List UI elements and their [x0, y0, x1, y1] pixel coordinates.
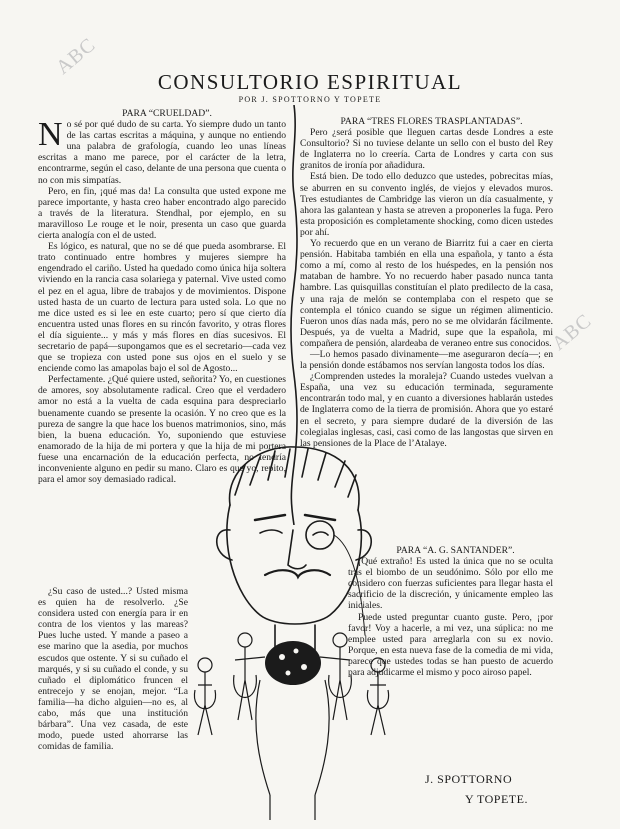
section-heading: PARA “TRES FLORES TRASPLANTADAS”. [340, 116, 523, 127]
paragraph: Es lógico, es natural, que no se dé que pueda asombrarse. El trato continuado entre hombres y mujeres siempre ha engendrado el cariño. Usted ha quedado como única hija soltera viviendo en la rancia casa solariega y paternal. Vive usted como el pez en el agua, libre de trabajos y de movimientos. Dispone usted hasta de un cuarto de lectura para usted sola. Lo que no me dice usted es si lee en este cuarto; pero sí que cierto día encuentra usted unas flores en su rincón favorito, y otras flores el día siguiente... y más y más flores en días sucesivos. El secretario de papá—supongamos que es el secretario—cada vez que se tropieza con usted pone sus ojos en el suelo y se enciende como las amapolas bajo el sol de Agosto... [38, 241, 286, 375]
paragraph: Puede usted preguntar cuanto guste. Pero, ¡por favor! Voy a hacerle, a mi vez, una súplica: no me emplee usted para arreglarla con su ex novio. Porque, en esta nueva fase de la comedia de mi vida, parece que ustedes todas se han puesto de acuerdo para adjudicarme el mismo y poco airoso papel. [348, 611, 553, 679]
paragraph: ¿Comprenden ustedes la moraleja? Cuando ustedes vuelvan a España, una vez su educación terminada, seguramente encontrarán todo mal, y en cuanto a diversiones hablarán ustedes de Inglaterra como de la tierra de promisión. Ahora que yo estaré en el secreto, y para siempre dudaré de la diversión de las colegialas inglesas, casi, casi como de las langostas que sirven en las pensiones de la Place de l’Atalaye. [300, 371, 553, 449]
drop-cap: N [38, 116, 63, 154]
left-column-continued [38, 586, 188, 752]
signature-name-continued: Y TOPETE. [465, 792, 528, 806]
paragraph: No sé por qué dudo de su carta. Yo siempre dudo un tanto de las cartas escritas a máquina, y aunque no entiendo una palabra de grafología, cuando leo unas líneas escritas a mano me parece, por el carácter de la letra, encontrarme, según el caso, delante de una persona que cuenta o no con mis simpatías. [38, 116, 286, 186]
left-column [38, 108, 286, 485]
paragraph: Pero ¿será posible que lleguen cartas desde Londres a este Consultorio? Si no tuviese delante un sello con el busto del Rey de Inglaterra no lo creería. Carta de Londres y carta con sus granitos de ironía por añadidura. [300, 127, 553, 172]
section-heading: PARA “CRUELDAD”. [122, 108, 212, 119]
paragraph: Perfectamente. ¿Qué quiere usted, señorita? Yo, en cuestiones de amores, soy absolutamente radical. Creo que el verdadero amor no está a la vuelta de cada esquina para despreciarlo buenamente cuando se presente la ocasión. Y no creo que es la pureza de sangre la que hace los buenos matrimonios, sino, más bien, la buena educación. Yo, suponiendo que estuviese enamorado de la hija de mi portera y que la hija de mi portera fuese una encarnación de la educación perfecta, no tendría inconveniente alguno en pedir su mano. Claro es que yo, repito, para el amor soy demasiado radical. [38, 374, 286, 486]
signature-name: J. SPOTTORNO [425, 772, 513, 786]
abc-watermark: ABC [548, 309, 596, 355]
paragraph: ¡Qué extraño! Es usted la única que no se oculta tras el biombo de un seudónimo. Sólo por ello me considero con fuerzas suficientes para llegar hasta el sacrificio de la discreción, y únicamente empleo las iniciales. [348, 556, 553, 612]
caricature-illustration [190, 435, 395, 825]
abc-watermark: ABC [52, 33, 100, 79]
paragraph: Yo recuerdo que en un verano de Biarritz fui a caer en cierta pensión. Habitaba también en ella una española, y tanto a ésta como a mí, como al resto de los huéspedes, en la pensión nos mataban de hambre. Yo no recuerdo haber pasado nunca tanta hambre. Las quisquillas constituían el plato predilecto de la casa, y una raja de melón se contemplaba con el respeto que se contempla el tónico cuando se sigue un régimen alimenticio. Fueron unos días nada más, pero no se me olvidarán fácilmente. Después, ya de vuelta a Madrid, supe que la española, mi compañera de pensión, alardeaba de veraneo entre sus conocidos. [300, 238, 553, 349]
paragraph: —Lo hemos pasado divinamente—me aseguraron decía—; en la pensión donde estábamos nos servían langosta todos los días. [300, 348, 553, 372]
article-title: CONSULTORIO ESPIRITUAL [157, 70, 463, 94]
section-heading: PARA “A. G. SANTANDER”. [396, 545, 515, 556]
paragraph: Pero, en fin, ¡qué mas da! La consulta que usted expone me parece importante, y hasta creo haber encontrado algo parecido a través de la literatura. Stendhal, por ejemplo, en su maravilloso Le rouge et le noir, presenta un caso que guarda cierta analogía con el de usted. [38, 185, 286, 242]
article-byline: POR J. SPOTTORNO Y TOPETE [238, 95, 382, 104]
paragraph: Está bien. De todo ello deduzco que ustedes, pobrecitas mías, se aburren en su convento inglés, de viejos y elevados muros. Tres estudiantes de Cambridge las vieron un día casualmente, y ahora las galantean y hasta se atreven a proponerles la fuga. Pero esta proposición es completamente shocking, como dicen ustedes por ahí. [300, 171, 553, 238]
paragraph: ¿Su caso de usted...? Usted misma es quien ha de resolverlo. ¿Se considera usted con energía para ir en contra de los vientos y las mareas? Pues luche usted. Y mande a paseo a ese marino que la asedia, por muchos escudos que ostente. Y si su cuñado el marqués, y si su cuñado el conde, y su cuñado el diplomático fruncen el entrecejo y se enojan, mejor. “La familia—ha dicho alguien—no es, al cabo, más que una institución bárbara”. Una vez casada, de este modo, puede usted ahorrarse las comidas de familia. [38, 586, 188, 753]
right-column [300, 116, 553, 449]
